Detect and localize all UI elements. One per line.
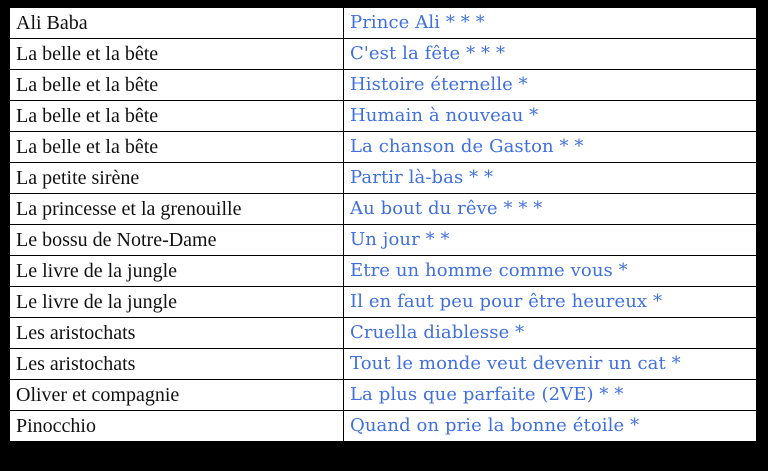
film-cell: La belle et la bête <box>10 132 344 163</box>
song-cell: Tout le monde veut devenir un cat * <box>344 349 757 380</box>
song-cell: Histoire éternelle * <box>344 70 757 101</box>
table-row <box>10 163 757 194</box>
table-row <box>10 70 757 101</box>
song-cell: Il en faut peu pour être heureux * <box>344 287 757 318</box>
table-row <box>10 132 757 163</box>
song-table-body <box>10 8 757 442</box>
song-cell: La plus que parfaite (2VE) * * <box>344 380 757 411</box>
film-cell: Pinocchio <box>10 411 344 442</box>
film-cell: Les aristochats <box>10 318 344 349</box>
table-row <box>10 318 757 349</box>
song-cell: Un jour * * <box>344 225 757 256</box>
film-cell: Le livre de la jungle <box>10 287 344 318</box>
table-row <box>10 194 757 225</box>
film-cell: La belle et la bête <box>10 39 344 70</box>
table-row <box>10 39 757 70</box>
song-cell: La chanson de Gaston * * <box>344 132 757 163</box>
table-row <box>10 225 757 256</box>
film-cell: Les aristochats <box>10 349 344 380</box>
table-row <box>10 101 757 132</box>
film-cell: La belle et la bête <box>10 70 344 101</box>
song-cell: Quand on prie la bonne étoile * <box>344 411 757 442</box>
film-cell: La belle et la bête <box>10 101 344 132</box>
film-cell: Le bossu de Notre-Dame <box>10 225 344 256</box>
table-row <box>10 8 757 39</box>
song-table <box>9 7 757 442</box>
table-row <box>10 287 757 318</box>
table-row <box>10 256 757 287</box>
song-cell: C'est la fête * * * <box>344 39 757 70</box>
film-cell: Oliver et compagnie <box>10 380 344 411</box>
table-row <box>10 349 757 380</box>
table-row <box>10 411 757 442</box>
song-cell: Partir là-bas * * <box>344 163 757 194</box>
film-cell: Ali Baba <box>10 8 344 39</box>
song-cell: Cruella diablesse * <box>344 318 757 349</box>
song-cell: Humain à nouveau * <box>344 101 757 132</box>
film-cell: La princesse et la grenouille <box>10 194 344 225</box>
song-cell: Au bout du rêve * * * <box>344 194 757 225</box>
film-cell: La petite sirène <box>10 163 344 194</box>
film-cell: Le livre de la jungle <box>10 256 344 287</box>
song-cell: Etre un homme comme vous * <box>344 256 757 287</box>
song-cell: Prince Ali * * * <box>344 8 757 39</box>
table-row <box>10 380 757 411</box>
